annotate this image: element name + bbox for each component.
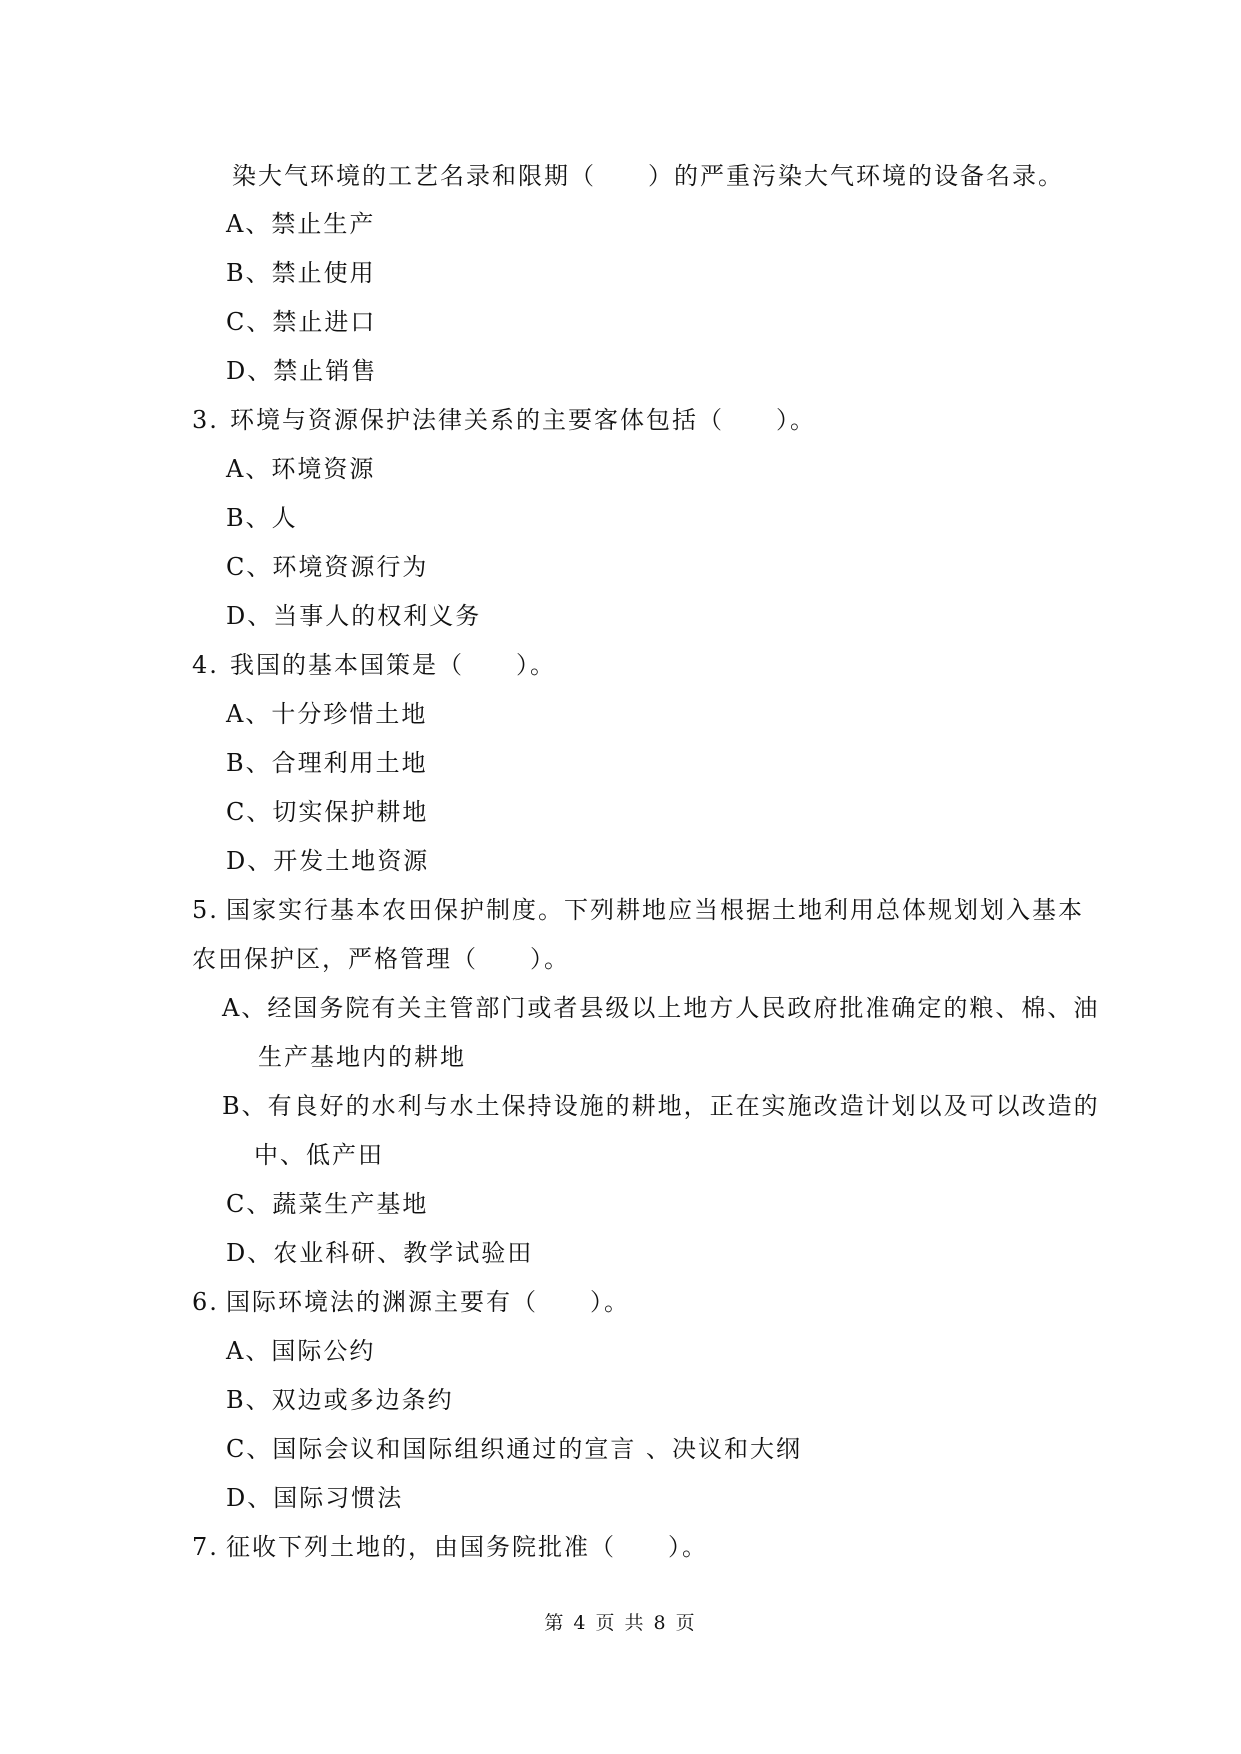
question-continuation: 染大气环境的工艺名录和限期（ ）的严重污染大气环境的设备名录。 [232, 162, 1064, 190]
q3-option-a: A、环境资源 [226, 455, 376, 483]
q6-option-a: A、国际公约 [226, 1337, 376, 1365]
q3-number: 3. [192, 406, 219, 434]
q6-option-b: B、双边或多边条约 [226, 1386, 454, 1414]
q6-stem-text: 国际环境法的渊源主要有（ ）。 [226, 1288, 630, 1316]
q5-option-a-continued: 生产基地内的耕地 [258, 1043, 466, 1071]
q2-option-c: C、禁止进口 [226, 308, 377, 336]
q5-option-d: D、农业科研、教学试验田 [226, 1239, 534, 1267]
q6-stem [192, 1286, 630, 1318]
q7-number: 7. [192, 1533, 219, 1561]
q7-stem [192, 1531, 708, 1563]
q5-option-b: B、有良好的水利与水土保持设施的耕地，正在实施改造计划以及可以改造的 [222, 1092, 1100, 1120]
q4-number: 4. [192, 651, 219, 679]
q4-option-a: A、十分珍惜土地 [226, 700, 428, 728]
q5-option-b-continued: 中、低产田 [254, 1141, 384, 1169]
q2-option-a: A、禁止生产 [226, 210, 376, 238]
q5-number: 5. [192, 896, 219, 924]
q5-stem-line2: 农田保护区，严格管理（ ）。 [192, 945, 570, 973]
q5-option-c: C、蔬菜生产基地 [226, 1190, 429, 1218]
q2-option-d: D、禁止销售 [226, 357, 378, 385]
q6-option-d: D、国际习惯法 [226, 1484, 404, 1512]
q6-number: 6. [192, 1288, 219, 1316]
q2-option-b: B、禁止使用 [226, 259, 376, 287]
q5-stem-line1 [192, 894, 1084, 926]
page-footer: 第 4 页 共 8 页 [544, 1612, 697, 1634]
q5-option-a: A、经国务院有关主管部门或者县级以上地方人民政府批准确定的粮、棉、油 [222, 994, 1100, 1022]
q6-option-c: C、国际会议和国际组织通过的宣言 、决议和大纲 [226, 1435, 802, 1463]
q7-stem-text: 征收下列土地的，由国务院批准（ ）。 [226, 1533, 708, 1561]
q4-option-b: B、合理利用土地 [226, 749, 428, 777]
q4-stem-text: 我国的基本国策是（ ）。 [230, 651, 556, 679]
q4-option-d: D、开发土地资源 [226, 847, 430, 875]
q3-stem-text: 环境与资源保护法律关系的主要客体包括（ ）。 [230, 406, 816, 434]
q3-option-b: B、人 [226, 504, 298, 532]
q5-stem-text: 国家实行基本农田保护制度。下列耕地应当根据土地利用总体规划划入基本 [226, 896, 1084, 924]
q3-option-d: D、当事人的权利义务 [226, 602, 482, 630]
q3-option-c: C、环境资源行为 [226, 553, 429, 581]
q3-stem [192, 404, 816, 436]
q4-stem [192, 649, 556, 681]
q4-option-c: C、切实保护耕地 [226, 798, 429, 826]
